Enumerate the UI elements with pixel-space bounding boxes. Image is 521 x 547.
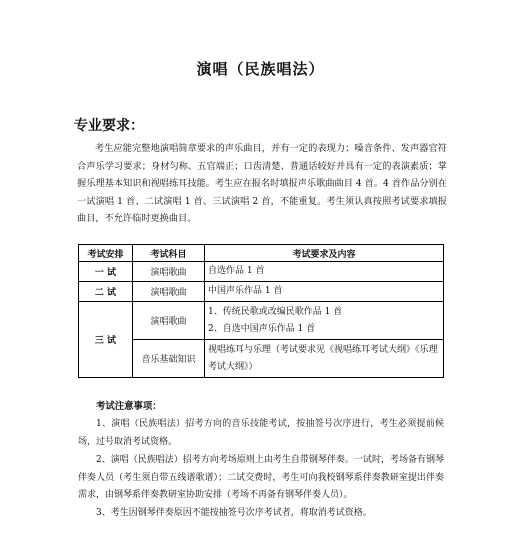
subject-cell: 演唱歌曲 (133, 302, 205, 340)
subject-cell: 演唱歌曲 (133, 262, 205, 282)
table-header-row (79, 245, 444, 262)
table-row (79, 340, 444, 378)
notes-heading: 考试注意事项： (96, 401, 162, 412)
document-title: 演唱（民族唱法） (196, 60, 325, 78)
content-cell (205, 282, 444, 302)
header-subject: 考试科目 (133, 245, 205, 262)
section-heading-requirements: 专业要求： (74, 118, 144, 134)
subject-cell: 演唱歌曲 (133, 282, 205, 302)
requirements-paragraph: 考生应能完整地演唱简章要求的声乐曲目，并有一定的表现力；嗓音条件、发声器官符合声乐学习要求；身材匀称、五官端正；口齿清楚、普通话较好并具有一定的表演素质；掌握乐理基本知识和视唱练耳技能。考生应在报名时填报声乐歌曲曲目 4 首。4 首作品分别在一试演唱 1 首、二试演唱 1 首、三试演唱 2 首，不能重复。考生须认真按照考试要求填报曲目，不允许临时更换曲目。 (77, 143, 447, 225)
content-line: 中国声乐作品 1 首 (208, 286, 283, 296)
subject-cell: 音乐基础知识 (133, 340, 205, 378)
table-row (79, 262, 444, 282)
content-line: 自选作品 1 首 (208, 266, 265, 276)
arrangement-cell: 二 试 (79, 282, 133, 302)
content-line: 2、自选中国声乐作品 1 首 (208, 323, 316, 334)
content-line: 1、传统民歌或改编民歌作品 1 首 (208, 306, 343, 317)
content-cell (205, 302, 444, 340)
arrangement-cell: 三 试 (79, 302, 133, 378)
arrangement-cell: 一 试 (79, 262, 133, 282)
header-arrangement: 考试安排 (79, 245, 133, 262)
note-item: 3、考生因钢琴伴奏原因不能按抽签号次序考试者，将取消考试资格。 (96, 508, 372, 518)
note-item: 2、演唱（民族唱法）招考方向考场原则上由考生自带钢琴伴奏。一试时，考场备有钢琴伴奏人员（考生须自带五线谱歌谱）；二试交费时，考生可向我校钢琴系伴奏教研室提出伴奏需求，由钢琴系伴奏教研室协助安排（考场不再备有钢琴伴奏人员）。 (78, 455, 444, 501)
exam-schedule-table (78, 244, 444, 378)
note-item: 1、演唱（民族唱法）招考方向的音乐技能考试，按抽签号次序进行，考生必须提前候场，过号取消考试资格。 (78, 419, 444, 447)
table-row (79, 302, 444, 340)
content-line: 视唱练耳与乐理（考试要求见《视唱练耳考试大纲》《乐理考试大纲》） (208, 344, 438, 372)
content-cell (205, 340, 444, 378)
content-cell (205, 262, 444, 282)
header-content: 考试要求及内容 (205, 245, 444, 262)
table-row (79, 282, 444, 302)
